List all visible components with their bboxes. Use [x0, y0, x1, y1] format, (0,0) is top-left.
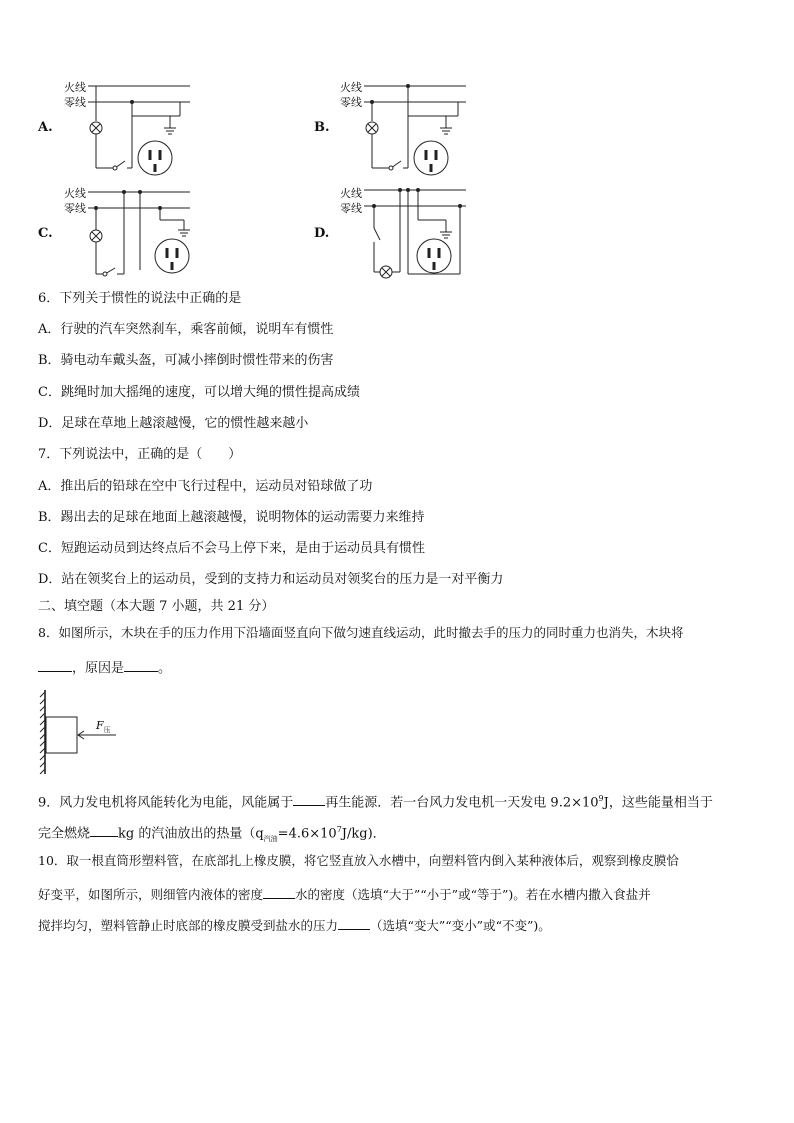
circuit-d-wiring [336, 180, 476, 280]
q8-text-line1: 8．如图所示，木块在手的压力作用下沿墙面竖直向下做匀速直线运动，此时撤去手的压力的同时重力也消失，木块将 [38, 625, 684, 640]
wall-block-drawing [36, 688, 126, 778]
q10-text-line3: 搅拌均匀，塑料管静止时底部的橡皮膜受到盐水的压力 （选填“变大”“变小”或“不变”)。 [38, 915, 551, 934]
q6-option-b: B．骑电动车戴头盔，可减小摔倒时惯性带来的伤害 [38, 353, 334, 368]
section-heading: 二、填空题（本大题 7 小题，共 21 分） [38, 599, 275, 614]
option-c-label: C. [38, 226, 53, 241]
circuit-diagram-b [336, 76, 476, 176]
q7-option-d: D．站在领奖台上的运动员，受到的支持力和运动员对领奖台的压力是一对平衡力 [38, 572, 504, 587]
live-wire-label: 火线 [340, 187, 362, 200]
circuit-c-wiring [60, 180, 200, 280]
neutral-wire-label: 零线 [64, 202, 86, 215]
q6-option-a: A．行驶的汽车突然刹车，乘客前倾，说明车有惯性 [38, 322, 334, 337]
q10-text-line2: 好变平，如图所示，则细管内液体的密度 水的密度（选填“大于”“小于”或“等于”)。若在水槽内撒入食盐并 [38, 884, 651, 903]
q9-text-line2: 完全燃烧 kg 的汽油放出的热量$(q_{汽油}=4.6\times 10^7J/kg)$． [38, 822, 386, 847]
q6-stem: 6．下列关于惯性的说法中正确的是 [38, 291, 242, 306]
neutral-wire-label: 零线 [64, 96, 86, 109]
circuit-a-wiring [60, 76, 200, 176]
live-wire-label: 火线 [64, 81, 86, 94]
live-wire-label: 火线 [64, 187, 86, 200]
force-label: $F_压$ [96, 719, 111, 735]
option-d-label: D. [314, 226, 330, 241]
circuit-diagram-c [60, 180, 200, 280]
q7-option-c: C．短跑运动员到达终点后不会马上停下来，是由于运动员具有惯性 [38, 541, 425, 556]
circuit-b-wiring [336, 76, 476, 176]
answer-blank[interactable] [38, 657, 72, 672]
option-a-label: A. [38, 120, 53, 135]
q7-option-b: B．踢出去的足球在地面上越滚越慢，说明物体的运动需要力来维持 [38, 510, 425, 525]
answer-blank[interactable] [90, 822, 118, 837]
wall-block-figure [36, 688, 126, 778]
q7-option-a: A．推出后的铅球在空中飞行过程中，运动员对铅球做了功 [38, 479, 373, 494]
q8-text-end: 。 [158, 661, 172, 676]
answer-blank[interactable] [263, 884, 295, 899]
circuit-diagram-a [60, 76, 200, 176]
neutral-wire-label: 零线 [340, 202, 362, 215]
answer-blank[interactable] [293, 791, 325, 806]
q8-text-mid: ，原因是 [72, 661, 125, 676]
q6-option-c: C．跳绳时加大摇绳的速度，可以增大绳的惯性提高成绩 [38, 385, 360, 400]
answer-blank[interactable] [124, 657, 158, 672]
live-wire-label: 火线 [340, 81, 362, 94]
q9-text-line1: 9．风力发电机将风能转化为电能，风能属于 再生能源．若一台风力发电机一天发电 $9.2\times 10^9J$，这些能量相当于 [38, 791, 713, 811]
answer-blank[interactable] [338, 915, 370, 930]
q6-option-d: D．足球在草地上越滚越慢，它的惯性越来越小 [38, 416, 309, 431]
circuit-diagram-d [336, 180, 476, 280]
neutral-wire-label: 零线 [340, 96, 362, 109]
q8-text-line2 [38, 657, 171, 677]
option-b-label: B. [314, 120, 330, 135]
q10-text-line1: 10．取一根直筒形塑料管，在底部扎上橡皮膜，将它竖直放入水槽中，向塑料管内倒入某种液体后，观察到橡皮膜恰 [38, 853, 679, 868]
q7-stem: 7．下列说法中，正确的是（ ） [38, 447, 242, 462]
